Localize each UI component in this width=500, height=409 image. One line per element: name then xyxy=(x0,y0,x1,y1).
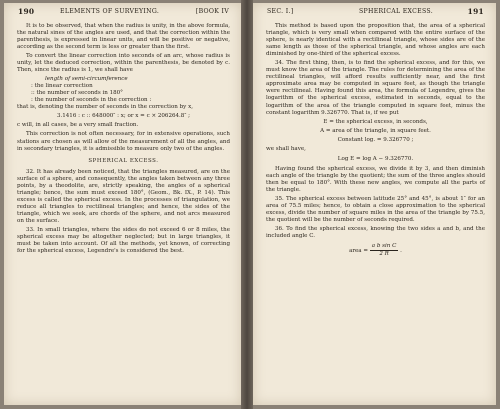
formula: 3.1416 : c :: 648000″ : x; or x = c × 206264.8″ ; xyxy=(56,113,191,120)
paragraph: This correction is not often necessary, for in extensive operations, such stations are chosen as will allow of the measurement of all the angles, and in secondary triangles, it is admissible to measure only two of the angles. xyxy=(17,131,230,152)
definition-line: A = area of the triangle, in square feet. xyxy=(320,127,431,134)
section-marker: [BOOK IV xyxy=(195,8,229,15)
proportion-block xyxy=(17,76,230,104)
running-head: ELEMENTS OF SURVEYING. xyxy=(60,8,160,15)
formula: Log E = log A − 9.326770. xyxy=(337,155,414,162)
paragraph: 35. The spherical excess between latitude 25° and 45°, is about 1″ for an area of 75.5 miles; hence, to obtain a close approximation to the spherical excess, divide the number of square miles in the area of the triangle by 75.5, the quotient will be the number of seconds required. xyxy=(266,196,485,224)
page-number: 190 xyxy=(18,7,35,16)
fraction-numerator: a b sin C xyxy=(370,243,399,251)
proportion-line: : the linear correction xyxy=(31,83,93,90)
paragraph: This method is based upon the proposition that, the area of a spherical triangle, which is very small when compared with the entire surface of the sphere, is nearly identical with a rectilineal triangle, whose sides are of the same length as those of the spherical triangle, and whose angles are each diminished by one-third of the spherical excess. xyxy=(266,23,485,58)
right-page xyxy=(253,3,496,405)
paragraph: To convert the linear correction into seconds of an arc, whose radius is unity, let the deduced correction, within the parenthesis, be denoted by c. Then, since the radius is 1, we shall have xyxy=(17,53,230,74)
paragraph: 33. In small triangles, where the sides do not exceed 6 or 8 miles, the spherical excess may be altogether neglected; but in large triangles, it must be taken into account. Of all the methods, yet known, of correcting for the spherical excess, Legendre's is considered the best. xyxy=(17,227,230,255)
definition-line: Constant log. = 9.326770 ; xyxy=(337,136,414,143)
proportion-line: :: the number of seconds in 180° xyxy=(31,90,123,97)
left-page-body xyxy=(17,23,230,401)
formula-lhs: area = xyxy=(349,248,369,255)
paragraph: 36. To find the spherical excess, knowing the two sides a and b, and the included angle C. xyxy=(266,226,485,240)
left-page xyxy=(4,3,241,405)
paragraph: Having found the spherical excess, we divide it by 3, and then diminish each angle of the triangle by the quotient; the sum of the three angles should then be equal to 180°. With these new angles, we compute all the parts of the triangle. xyxy=(266,165,485,193)
book-gutter xyxy=(241,0,253,409)
formula-fraction xyxy=(370,243,399,258)
right-page-header xyxy=(267,8,486,18)
proportion-line: length of semi-circumference xyxy=(45,76,128,83)
section-marker: SEC. I.] xyxy=(267,8,294,15)
left-page-header xyxy=(18,8,231,18)
paragraph: 32. It has already been noticed, that the triangles measured, are on the surface of a sphere, and consequently, the angles taken between any three points, by a theodolite, are, strictly speaking, the angles of a spherical triangle; hence, the sum must exceed 180°, (Geom., Bk. IX., P. 14). This excess is called the spherical excess. In the processes of triangulation, we reduce all triangles to rectilineal triangles; and hence, the sides of the triangle, which we seek, are chords of the sphere, and not arcs measured on the surface. xyxy=(17,168,230,224)
paragraph: 34. The first thing, then, is to find the spherical excess, and for this, we must know the area of the triangle. The rules for determining the area of the rectilineal triangles, will afford results sufficiently near, and the first approximate area may be computed in square feet, as though the triangle were rectilineal. Having found this area, the formula of Legendre, gives the logarithm of the spherical excess, estimated in seconds, equal to the logarithm of the area of the triangle computed in square feet, minus the constant logarithm 9.326770. That is, if we put xyxy=(266,60,485,116)
fraction-denominator: 2 R xyxy=(379,251,389,258)
running-head: SPHERICAL EXCESS. xyxy=(359,8,433,15)
paragraph: that is, denoting the number of seconds in the correction by x, xyxy=(17,104,193,111)
formula-tail: . xyxy=(400,248,402,255)
area-formula xyxy=(266,243,485,258)
paragraph: we shall have, xyxy=(266,145,306,152)
right-page-body xyxy=(266,23,485,401)
paragraph: It is to be observed, that when the radius is unity, in the above formula, the natural sines of the angles are used, and that the correction within the parenthesis, is expressed in linear units, and will be positive or negative, according as the second term is less or greater than the first. xyxy=(17,23,230,51)
paragraph: c will, in all cases, be a very small fraction. xyxy=(17,122,139,129)
page-number: 191 xyxy=(467,7,484,16)
definition-line: E = the spherical excess, in seconds, xyxy=(323,118,428,125)
proportion-line: : the number of seconds in the correction : xyxy=(31,97,152,104)
section-heading: SPHERICAL EXCESS. xyxy=(88,157,159,164)
